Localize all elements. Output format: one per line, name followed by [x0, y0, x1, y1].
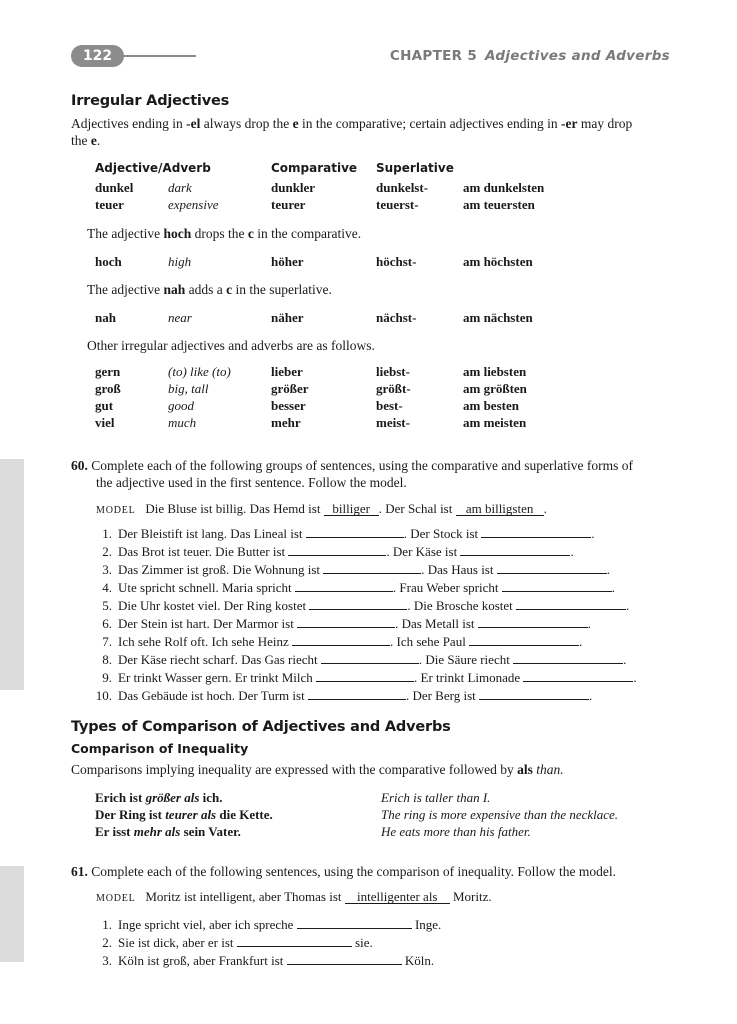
note-hoch [87, 225, 361, 242]
cell-am: am nächsten [463, 310, 533, 325]
model-label: MODEL [96, 505, 136, 516]
example-row [95, 789, 655, 806]
item-text: Sie ist dick, aber er ist [118, 935, 237, 950]
cell-am: am dunkelsten [463, 180, 545, 195]
intro-bold: -el [186, 116, 201, 131]
model-text: Die Bluse ist billig. Das Hemd ist [145, 501, 324, 516]
intro-bold: als [517, 762, 533, 777]
intro-text: the [71, 133, 91, 148]
item-text: . [570, 544, 574, 559]
chapter-title: Adjectives and Adverbs [485, 48, 670, 64]
answer-blank[interactable] [516, 596, 626, 610]
cell-superlative: meist- [376, 415, 410, 430]
intro-text: may drop [577, 116, 633, 131]
item-text: Die Uhr kostet viel. Der Ring kostet [118, 598, 310, 613]
cell-word: viel [95, 415, 115, 430]
cell-word: nah [95, 310, 116, 325]
answer-blank[interactable] [502, 578, 612, 592]
cell-word: groß [95, 381, 121, 396]
cell-comparative: besser [271, 398, 306, 413]
cell-meaning: much [168, 415, 197, 430]
side-tab-lower [0, 866, 24, 962]
table-row [95, 414, 595, 431]
note-bold: c [226, 282, 233, 297]
cell-superlative: teuerst- [376, 197, 419, 212]
item-number: 7. [102, 634, 112, 649]
item-text: Der Stein ist hart. Der Marmor ist [118, 616, 298, 631]
exercise-60-items [90, 524, 637, 704]
cell-superlative: dunkelst- [376, 180, 429, 195]
exercise-item [90, 686, 637, 704]
item-number: 5. [102, 598, 112, 613]
intro-bold: e [292, 116, 299, 131]
answer-blank[interactable] [297, 614, 395, 628]
item-text: . Die Säure riecht [418, 652, 514, 667]
answer-blank[interactable] [478, 614, 588, 628]
item-text: Das Gebäude ist hoch. Der Turm ist [118, 688, 308, 703]
cell-am: am höchsten [463, 254, 533, 269]
cell-meaning: expensive [168, 197, 219, 212]
cell-comparative: näher [271, 310, 304, 325]
cell-meaning: dark [168, 180, 192, 195]
table-group-2 [95, 363, 595, 431]
item-text: Ich sehe Rolf oft. Ich sehe Heinz [118, 634, 292, 649]
note-text: The adjective [87, 226, 164, 241]
cell-superlative: nächst- [376, 310, 417, 325]
cell-am: am liebsten [463, 364, 527, 379]
col-header-comparative: Comparative [271, 161, 358, 175]
answer-blank[interactable] [306, 524, 404, 538]
cell-am: am größten [463, 381, 527, 396]
col-header-superlative: Superlative [376, 161, 454, 175]
cell-comparative: dunkler [271, 180, 316, 195]
exercise-60-instructions [71, 457, 681, 491]
exercise-item [90, 933, 441, 951]
item-text: . Das Haus ist [421, 562, 497, 577]
chapter-label: CHAPTER 5 [389, 48, 478, 64]
intro-italic: than. [532, 762, 564, 777]
answer-blank[interactable] [523, 668, 633, 682]
item-text: . [611, 580, 615, 595]
item-text: Der Käse riecht scharf. Das Gas riecht [118, 652, 321, 667]
cell-word: gut [95, 398, 114, 413]
cell-superlative: liebst- [376, 364, 410, 379]
header-rule [118, 55, 196, 57]
inequality-intro [71, 761, 564, 778]
example-english: He eats more than his father. [381, 824, 531, 839]
item-number: 10. [95, 688, 112, 703]
item-number: 2. [102, 935, 112, 950]
note-bold: c [247, 226, 254, 241]
exercise-item [90, 668, 637, 686]
exercise-61-items [90, 915, 441, 969]
answer-blank[interactable] [292, 632, 390, 646]
example-english: Erich is taller than I. [381, 790, 491, 805]
exercise-item [90, 951, 441, 969]
intro-text: always drop the [200, 116, 293, 131]
table-row [95, 363, 595, 380]
item-number: 6. [102, 616, 112, 631]
item-text: . [626, 598, 630, 613]
exercise-item [90, 524, 637, 542]
item-text: Er trinkt Wasser gern. Er trinkt Milch [118, 670, 317, 685]
answer-blank[interactable] [513, 650, 623, 664]
intro-text: . [96, 133, 101, 148]
item-text: sie. [351, 935, 373, 950]
item-text: . [589, 688, 593, 703]
answer-blank[interactable] [297, 915, 412, 929]
item-text: . [623, 652, 627, 667]
cell-comparative: mehr [271, 415, 301, 430]
exercise-item [90, 578, 637, 596]
cell-meaning: near [168, 310, 192, 325]
item-number: 3. [102, 562, 112, 577]
example-german: Erich ist größer als ich. [95, 790, 223, 805]
item-number: 9. [102, 670, 112, 685]
answer-blank[interactable] [295, 578, 393, 592]
item-text: . Der Berg ist [405, 688, 479, 703]
item-text: Köln. [401, 953, 435, 968]
exercise-item [90, 596, 637, 614]
section-subtitle-inequality: Comparison of Inequality [71, 741, 249, 756]
item-text: . [579, 634, 583, 649]
col-header-adjective: Adjective/Adverb [95, 161, 211, 175]
item-text: Der Bleistift ist lang. Das Lineal ist [118, 526, 306, 541]
note-text: drops the [191, 226, 248, 241]
answer-blank[interactable] [309, 596, 407, 610]
answer-blank[interactable] [308, 686, 406, 700]
section-title-types: Types of Comparison of Adjectives and Adverbs [71, 719, 451, 735]
cell-am: am meisten [463, 415, 527, 430]
model-text: Moritz. [449, 889, 492, 904]
exercise-item [90, 632, 637, 650]
answer-blank[interactable] [237, 933, 352, 947]
table-row-hoch [95, 253, 595, 270]
exercise-item [90, 542, 637, 560]
item-text: . [591, 526, 595, 541]
exercise-item [90, 650, 637, 668]
answer-blank[interactable] [287, 951, 402, 965]
cell-am: am besten [463, 398, 519, 413]
example-row [95, 823, 655, 840]
note-text: in the comparative. [253, 226, 362, 241]
note-nah [87, 281, 332, 298]
item-number: 8. [102, 652, 112, 667]
answer-blank[interactable] [323, 560, 421, 574]
cell-superlative: höchst- [376, 254, 417, 269]
model-text: . Der Schal ist [378, 501, 456, 516]
answer-blank[interactable] [479, 686, 589, 700]
intro-text: in the comparative; certain adjectives ending in [298, 116, 561, 131]
section-title-irregular: Irregular Adjectives [71, 93, 230, 109]
answer-blank[interactable] [469, 632, 579, 646]
side-tab-upper [0, 459, 24, 690]
exercise-61-model [96, 888, 492, 907]
item-text: . Die Brosche kostet [407, 598, 517, 613]
instruction-text: the adjective used in the first sentence. Follow the model. [96, 475, 407, 490]
cell-meaning: high [168, 254, 192, 269]
item-text: . Der Käse ist [386, 544, 461, 559]
exercise-60-model [96, 500, 547, 519]
model-text: . [543, 501, 547, 516]
item-text: Köln ist groß, aber Frankfurt ist [118, 953, 287, 968]
exercise-item [90, 560, 637, 578]
table-row [95, 380, 595, 397]
item-text: . Ich sehe Paul [390, 634, 470, 649]
example-german: Der Ring ist teurer als die Kette. [95, 807, 273, 822]
cell-comparative: teurer [271, 197, 306, 212]
cell-word: hoch [95, 254, 122, 269]
answer-blank[interactable] [321, 650, 419, 664]
model-answer-blank: billiger [324, 502, 379, 516]
answer-blank[interactable] [481, 524, 591, 538]
item-text: . Er trinkt Limonade [414, 670, 524, 685]
intro-bold: -er [561, 116, 578, 131]
item-number: 4. [102, 580, 112, 595]
model-answer-blank: am billigsten [456, 502, 544, 516]
item-text: Ute spricht schnell. Maria spricht [118, 580, 295, 595]
item-text: Das Brot ist teuer. Die Butter ist [118, 544, 289, 559]
intro-text: Adjectives ending in [71, 116, 187, 131]
cell-comparative: lieber [271, 364, 303, 379]
item-text: . Der Stock ist [403, 526, 482, 541]
note-other: Other irregular adjectives and adverbs are as follows. [87, 338, 375, 353]
model-label: MODEL [96, 893, 136, 904]
cell-word: teuer [95, 197, 124, 212]
example-row [95, 806, 655, 823]
item-text: . Frau Weber spricht [392, 580, 502, 595]
note-bold: hoch [163, 226, 192, 241]
inequality-examples [95, 789, 655, 840]
item-number: 1. [102, 917, 112, 932]
note-text: adds a [185, 282, 227, 297]
note-text: in the superlative. [232, 282, 332, 297]
cell-am: am teuersten [463, 197, 535, 212]
item-text: Inge spricht viel, aber ich spreche [118, 917, 297, 932]
cell-comparative: höher [271, 254, 304, 269]
answer-blank[interactable] [288, 542, 386, 556]
intro-paragraph [71, 115, 671, 149]
answer-blank[interactable] [497, 560, 607, 574]
item-number: 3. [102, 953, 112, 968]
exercise-item [90, 614, 637, 632]
intro-text: Comparisons implying inequality are expressed with the comparative followed by [71, 762, 518, 777]
cell-word: gern [95, 364, 121, 379]
instruction-text: Complete each of the following sentences, using the comparison of inequality. Follow the model. [91, 864, 617, 879]
item-text: . [606, 562, 610, 577]
item-text: Das Zimmer ist groß. Die Wohnung ist [118, 562, 324, 577]
item-number: 1. [102, 526, 112, 541]
cell-meaning: good [168, 398, 194, 413]
model-answer-blank: intelligenter als [345, 890, 450, 904]
cell-superlative: größt- [376, 381, 411, 396]
note-text: The adjective [87, 282, 164, 297]
item-text: . Das Metall ist [395, 616, 478, 631]
note-bold: nah [163, 282, 186, 297]
item-text: Inge. [411, 917, 442, 932]
exercise-number: 60. [71, 458, 88, 473]
item-number: 2. [102, 544, 112, 559]
exercise-item [90, 915, 441, 933]
table-row-nah [95, 309, 595, 326]
answer-blank[interactable] [460, 542, 570, 556]
example-german: Er isst mehr als sein Vater. [95, 824, 241, 839]
model-text: Moritz ist intelligent, aber Thomas ist [145, 889, 345, 904]
cell-superlative: best- [376, 398, 403, 413]
page-number: 122 [71, 45, 124, 67]
chapter-header [390, 48, 670, 64]
example-english: The ring is more expensive than the necklace. [381, 807, 619, 822]
cell-meaning: (to) like (to) [168, 364, 231, 379]
exercise-number: 61. [71, 864, 88, 879]
item-text: . [633, 670, 637, 685]
cell-word: dunkel [95, 180, 134, 195]
intro-bold: e [90, 133, 97, 148]
cell-meaning: big, tall [168, 381, 209, 396]
instruction-text: Complete each of the following groups of sentences, using the comparative and superlative forms of [91, 458, 633, 473]
table-row [95, 397, 595, 414]
cell-comparative: größer [271, 381, 309, 396]
exercise-61-instructions [71, 863, 616, 880]
item-text: . [587, 616, 592, 631]
answer-blank[interactable] [316, 668, 414, 682]
